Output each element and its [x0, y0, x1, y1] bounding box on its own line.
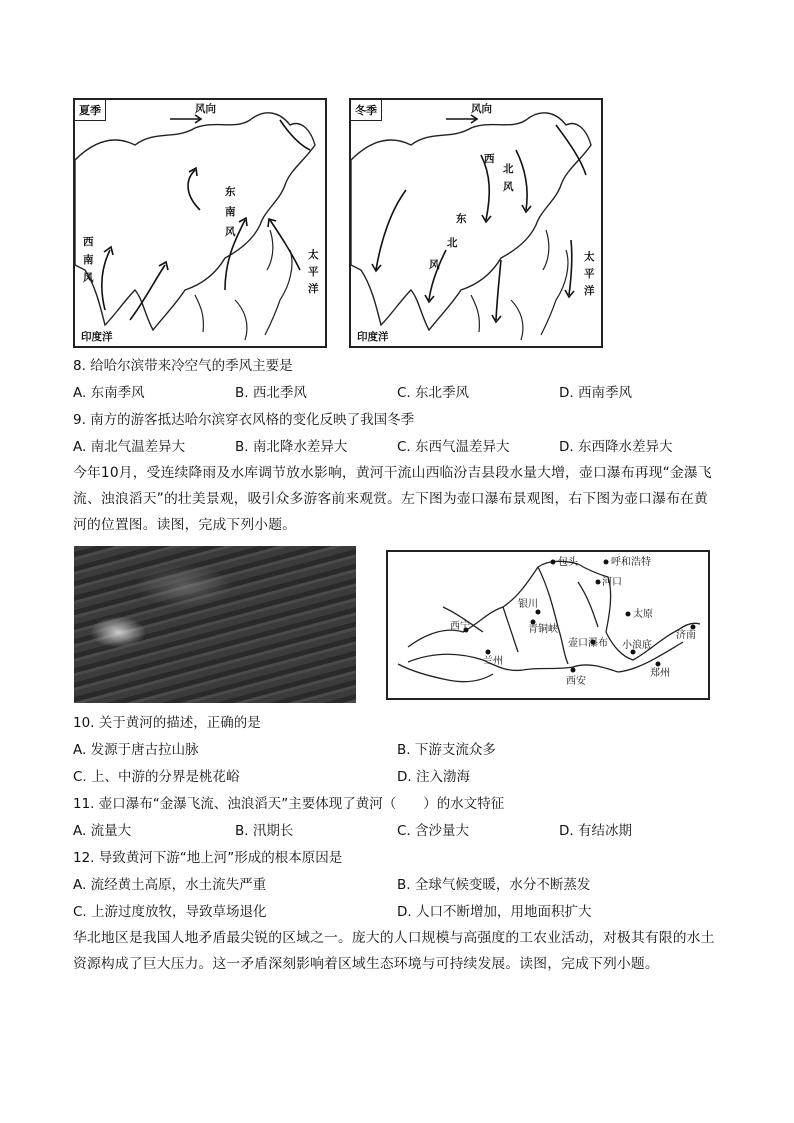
q8-option-b: B. 西北季风 [235, 385, 307, 401]
label-xian: 西安 [566, 676, 586, 687]
summer-label-5: 南 [83, 254, 94, 266]
summer-label-4: 西 [83, 236, 94, 248]
q12-option-a: A. 流经黄土高原，水土流失严重 [73, 877, 267, 893]
q10-stem: 10. 关于黄河的描述，正确的是 [73, 715, 261, 731]
q12-stem: 12. 导致黄河下游“地上河”形成的根本原因是 [73, 850, 343, 866]
q11-option-c: C. 含沙量大 [397, 823, 470, 839]
label-yinchuan: 银川 [518, 599, 538, 610]
q10-option-c: C. 上、中游的分界是桃花峪 [73, 769, 240, 785]
yellow-river-drawing [388, 552, 708, 698]
summer-map-drawing [75, 100, 325, 346]
q9-option-a: A. 南北气温差异大 [73, 439, 186, 455]
intro-paragraph-huabei: 华北地区是我国人地矛盾最尖锐的区域之一。庞大的人口规模与高强度的工农业活动，对极其有限的水土资源构成了巨大压力。这一矛盾深刻影响着区域生态环境与可持续发展。读图，完成下列小题。 [73, 930, 715, 972]
summer-monsoon-map [73, 98, 327, 348]
winter-ocean-label: 印度洋 [357, 331, 389, 343]
winter-label-8: 平 [584, 268, 595, 280]
winter-label-9: 洋 [584, 285, 595, 297]
label-hekou: 河口 [602, 577, 622, 588]
summer-ocean-label: 印度洋 [81, 331, 113, 343]
q9-option-b: B. 南北降水差异大 [235, 439, 348, 455]
q11-option-a: A. 流量大 [73, 823, 132, 839]
label-xiaolangdi: 小浪底 [622, 640, 652, 651]
winter-map-drawing [351, 100, 601, 346]
label-baotou: 包头 [558, 557, 578, 568]
label-qingtongxia: 青铜峡 [528, 624, 558, 635]
summer-label-2: 南 [225, 206, 236, 218]
winter-label-7: 太 [584, 251, 595, 263]
q11-option-b: B. 汛期长 [235, 823, 294, 839]
q11-option-d: D. 有结冰期 [559, 823, 632, 839]
q11-stem: 11. 壶口瀑布“金瀑飞流、浊浪滔天”主要体现了黄河（ ）的水文特征 [73, 796, 505, 812]
label-hukou-waterfall: 壶口瀑布 [568, 638, 608, 649]
q12-option-c: C. 上游过度放牧，导致草场退化 [73, 904, 267, 920]
q12-option-b: B. 全球气候变暖，水分不断蒸发 [397, 877, 591, 893]
winter-label-3: 风 [503, 181, 514, 193]
label-lanzhou: 兰州 [483, 656, 503, 667]
winter-label: 冬季 [351, 100, 382, 121]
q8-stem: 8. 给哈尔滨带来冷空气的季风主要是 [73, 358, 293, 374]
q9-stem: 9. 南方的游客抵达哈尔滨穿衣风格的变化反映了我国冬季 [73, 412, 415, 428]
winter-label-5: 北 [447, 237, 458, 249]
q10-option-b: B. 下游支流众多 [397, 742, 496, 758]
summer-label-7: 太 [308, 249, 319, 261]
intro-paragraph-hukou: 今年10月，受连续降雨及水库调节放水影响，黄河干流山西临汾吉县段水量大增，壶口瀑布再现“金瀑飞流、浊浪滔天”的壮美景观，吸引众多游客前来观赏。左下图为壶口瀑布景观图，右下图为壶口瀑布在黄河的位置图。读图，完成下列小题。 [73, 465, 712, 533]
label-hohhot: 呼和浩特 [611, 557, 651, 568]
yellow-river-map [386, 550, 710, 700]
hukou-waterfall-photo [74, 546, 356, 703]
label-taiyuan: 太原 [633, 609, 653, 620]
label-jinan: 济南 [676, 630, 696, 641]
winter-wind-legend: 风向 [471, 103, 492, 115]
summer-label-8: 平 [308, 266, 319, 278]
summer-label-9: 洋 [308, 283, 319, 295]
q8-option-a: A. 东南季风 [73, 385, 145, 401]
q9-option-c: C. 东西气温差异大 [397, 439, 510, 455]
q8-option-c: C. 东北季风 [397, 385, 470, 401]
q8-option-d: D. 西南季风 [559, 385, 632, 401]
q10-option-a: A. 发源于唐古拉山脉 [73, 742, 199, 758]
label-xining: 西宁 [450, 621, 470, 632]
summer-label-1: 东 [225, 186, 236, 198]
q12-option-d: D. 人口不断增加，用地面积扩大 [397, 904, 592, 920]
summer-label-6: 风 [83, 272, 94, 284]
winter-label-1: 西 [484, 153, 495, 165]
q9-option-d: D. 东西降水差异大 [559, 439, 673, 455]
summer-label-3: 风 [225, 226, 236, 238]
winter-label-6: 风 [429, 259, 440, 271]
summer-wind-legend: 风向 [195, 103, 216, 115]
winter-label-2: 北 [503, 163, 514, 175]
label-zhengzhou: 郑州 [650, 668, 670, 679]
q10-option-d: D. 注入渤海 [397, 769, 470, 785]
summer-label: 夏季 [75, 100, 106, 121]
winter-label-4: 东 [456, 213, 467, 225]
winter-monsoon-map [349, 98, 603, 348]
